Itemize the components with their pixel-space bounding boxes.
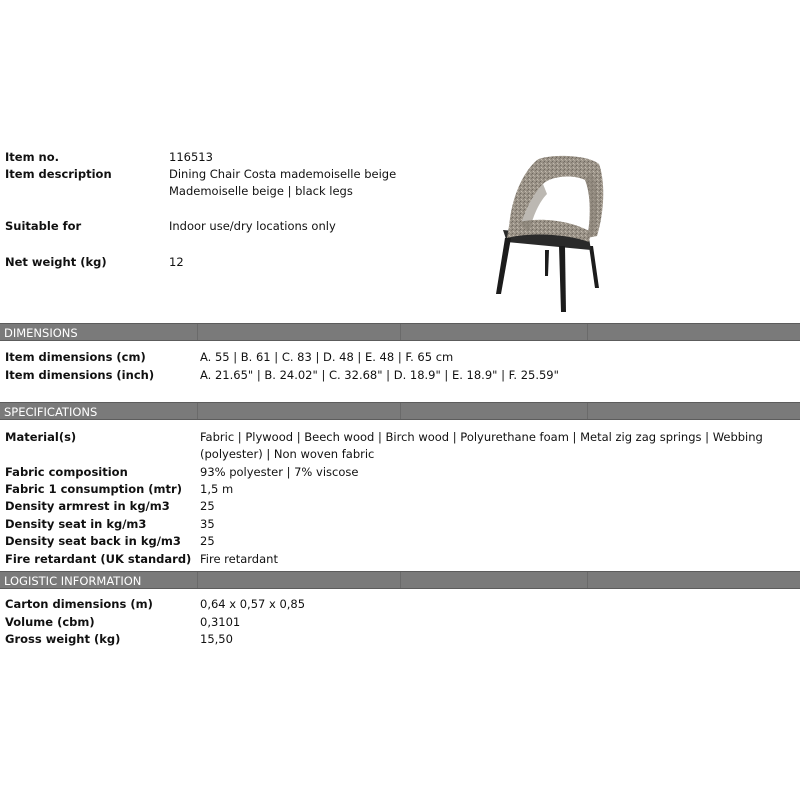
table-row bbox=[5, 349, 800, 366]
net-weight-value: 12 bbox=[169, 255, 184, 269]
table-row bbox=[5, 367, 800, 384]
row-value: 0,64 x 0,57 x 0,85 bbox=[200, 597, 306, 611]
item-description-row-2 bbox=[5, 183, 800, 200]
item-description-row bbox=[5, 166, 800, 183]
row-label: Volume (cbm) bbox=[5, 615, 95, 629]
item-description-label: Item description bbox=[5, 167, 112, 181]
suitable-for-label: Suitable for bbox=[5, 219, 82, 233]
band-divider bbox=[587, 403, 588, 419]
suitable-for-row bbox=[5, 218, 800, 235]
row-value: Fabric | Plywood | Beech wood | Birch wood | Polyurethane foam | Metal zig zag springs | Webbing (polyester) | Non woven fabric bbox=[200, 430, 763, 461]
item-no-label: Item no. bbox=[5, 150, 60, 164]
table-row bbox=[5, 533, 800, 550]
band-divider bbox=[587, 324, 588, 340]
band-divider bbox=[400, 572, 401, 588]
row-value: A. 21.65" | B. 24.02" | C. 32.68" | D. 18.9" | E. 18.9" | F. 25.59" bbox=[200, 368, 559, 382]
row-value: 1,5 m bbox=[200, 482, 234, 496]
dimensions-title: DIMENSIONS bbox=[4, 326, 78, 340]
band-divider bbox=[197, 403, 198, 419]
row-label: Density seat back in kg/m3 bbox=[5, 534, 181, 548]
table-row bbox=[5, 429, 800, 463]
item-no-row bbox=[5, 149, 800, 166]
item-description-line2: Mademoiselle beige | black legs bbox=[169, 184, 353, 198]
row-label: Carton dimensions (m) bbox=[5, 597, 153, 611]
table-row bbox=[5, 498, 800, 515]
table-row bbox=[5, 516, 800, 533]
row-label: Item dimensions (inch) bbox=[5, 368, 155, 382]
logistic-title: LOGISTIC INFORMATION bbox=[4, 574, 142, 588]
table-row bbox=[5, 464, 800, 481]
band-divider bbox=[197, 324, 198, 340]
table-row bbox=[5, 631, 800, 648]
row-label: Density armrest in kg/m3 bbox=[5, 499, 170, 513]
row-value: 15,50 bbox=[200, 632, 233, 646]
net-weight-label: Net weight (kg) bbox=[5, 255, 107, 269]
row-label: Item dimensions (cm) bbox=[5, 350, 146, 364]
table-row bbox=[5, 596, 800, 613]
band-divider bbox=[587, 572, 588, 588]
band-divider bbox=[400, 324, 401, 340]
row-value: 0,3101 bbox=[200, 615, 241, 629]
chair-product-image bbox=[487, 150, 607, 320]
row-value: A. 55 | B. 61 | C. 83 | D. 48 | E. 48 | F. 65 cm bbox=[200, 350, 454, 364]
row-label: Gross weight (kg) bbox=[5, 632, 121, 646]
table-row bbox=[5, 551, 800, 568]
suitable-for-value: Indoor use/dry locations only bbox=[169, 219, 336, 233]
band-divider bbox=[400, 403, 401, 419]
specifications-section-header bbox=[0, 402, 800, 420]
logistic-section-header bbox=[0, 571, 800, 589]
specifications-title: SPECIFICATIONS bbox=[4, 405, 98, 419]
row-value: 93% polyester | 7% viscose bbox=[200, 465, 359, 479]
dimensions-section-header bbox=[0, 323, 800, 341]
row-label: Fabric 1 consumption (mtr) bbox=[5, 482, 182, 496]
row-value: Fire retardant bbox=[200, 552, 278, 566]
item-description-line1: Dining Chair Costa mademoiselle beige bbox=[169, 167, 397, 181]
table-row bbox=[5, 481, 800, 498]
table-row bbox=[5, 614, 800, 631]
row-value: 25 bbox=[200, 534, 215, 548]
row-label: Density seat in kg/m3 bbox=[5, 517, 147, 531]
row-value: 35 bbox=[200, 517, 215, 531]
row-value: 25 bbox=[200, 499, 215, 513]
band-divider bbox=[197, 572, 198, 588]
row-label: Fire retardant (UK standard) bbox=[5, 552, 192, 566]
row-label: Material(s) bbox=[5, 430, 77, 444]
net-weight-row bbox=[5, 254, 800, 271]
item-no-value: 116513 bbox=[169, 150, 213, 164]
row-label: Fabric composition bbox=[5, 465, 128, 479]
